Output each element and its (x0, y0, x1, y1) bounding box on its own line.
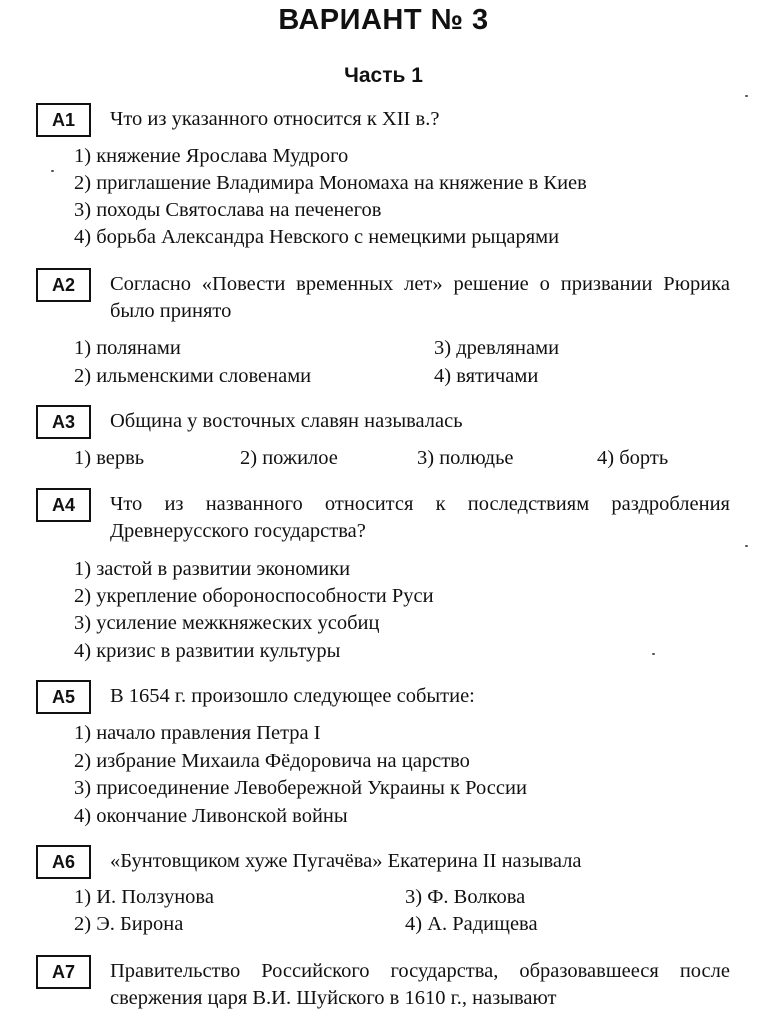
answer-option: 4) А. Радищева (405, 913, 538, 935)
question-text: Что из названного относится к последствиям раздробления Древнерусского государства? (110, 493, 730, 542)
answer-option: 4) кризис в развитии культуры (74, 640, 341, 662)
answer-option: 3) присоединение Левобережной Украины к России (74, 777, 527, 799)
answer-option: 3) полюдье (417, 447, 514, 469)
part-title: Часть 1 (344, 64, 423, 87)
question-text: Община у восточных славян называлась (110, 410, 463, 432)
answer-option: 1) начало правления Петра I (74, 722, 321, 744)
question-number-badge: A7 (36, 955, 91, 989)
answer-option: 3) древлянами (434, 337, 560, 359)
answer-option: 4) вятичами (434, 365, 539, 387)
answer-option: 4) борть (597, 447, 669, 469)
scan-speck (745, 95, 748, 97)
answer-option: 3) походы Святослава на печенегов (74, 199, 382, 221)
answer-option: 1) княжение Ярослава Мудрого (74, 145, 349, 167)
scan-speck (51, 170, 54, 172)
question-text: Правительство Российского государства, образовавшееся после свержения царя В.И. Шуйского в 1610 г., называют (110, 960, 730, 1009)
answer-option: 2) избрание Михаила Фёдоровича на царство (74, 750, 470, 772)
answer-option: 4) окончание Ливонской войны (74, 805, 348, 827)
answer-option: 1) застой в развитии экономики (74, 558, 351, 580)
question-number-badge: A4 (36, 488, 91, 522)
answer-option: 2) пожилое (240, 447, 338, 469)
answer-option: 3) Ф. Волкова (405, 886, 526, 908)
answer-option: 1) вервь (74, 447, 145, 469)
answer-option: 2) Э. Бирона (74, 913, 184, 935)
question-number-badge: A5 (36, 680, 91, 714)
answer-option: 1) И. Ползунова (74, 886, 214, 908)
answer-option: 2) приглашение Владимира Мономаха на княжение в Киев (74, 172, 587, 194)
scan-speck (652, 653, 655, 655)
question-number-badge: A3 (36, 405, 91, 439)
question-number-badge: A1 (36, 103, 91, 137)
answer-option: 2) ильменскими словенами (74, 365, 312, 387)
answer-option: 2) укрепление обороноспособности Руси (74, 585, 434, 607)
question-text: В 1654 г. произошло следующее событие: (110, 685, 475, 707)
answer-option: 3) усиление межкняжеских усобиц (74, 612, 380, 634)
answer-option: 4) борьба Александра Невского с немецкими рыцарями (74, 226, 560, 248)
question-number-badge: A6 (36, 845, 91, 879)
question-text: Что из указанного относится к XII в.? (110, 108, 440, 130)
question-text: «Бунтовщиком хуже Пугачёва» Екатерина II называла (110, 850, 582, 872)
answer-option: 1) полянами (74, 337, 181, 359)
variant-title: ВАРИАНТ № 3 (278, 4, 489, 36)
question-text: Согласно «Повести временных лет» решение о призвании Рюрика было принято (110, 273, 730, 322)
question-number-badge: A2 (36, 268, 91, 302)
scan-speck (745, 545, 748, 547)
